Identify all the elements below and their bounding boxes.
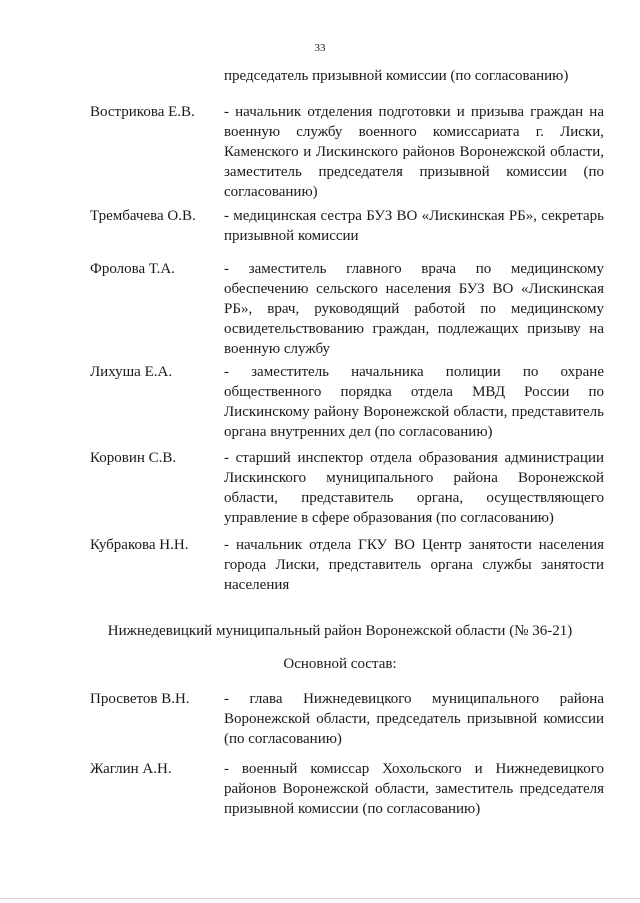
member-name: Вострикова Е.В. <box>90 104 195 120</box>
section-title: Нижнедевицкий муниципальный район Воронежской области (№ 36-21) <box>107 623 573 639</box>
member-name: Фролова Т.А. <box>90 261 175 277</box>
member-name: Просветов В.Н. <box>90 691 190 707</box>
member-role: - начальник отделения подготовки и призыва граждан на военную службу военного комиссариата г. Лиски, Каменского и Лискинского районов Воронежской области, заместитель председателя призывной комиссии (по согласованию) <box>224 104 604 200</box>
member-role: - заместитель начальника полиции по охране общественного порядка отдела МВД России по Лискинскому району Воронежской области, представитель органа внутренних дел (по согласованию) <box>224 364 604 440</box>
member-role: - военный комиссар Хохольского и Нижнедевицкого районов Воронежской области, заместитель председателя призывной комиссии (по согласованию) <box>224 761 604 817</box>
member-name: Коровин С.В. <box>90 450 177 466</box>
member-name: Лихуша Е.А. <box>90 364 173 380</box>
member-role: - медицинская сестра БУЗ ВО «Лискинская РБ», секретарь призывной комиссии <box>224 208 604 244</box>
member-name: Трембачева О.В. <box>90 208 196 224</box>
page-number: 33 <box>314 42 326 54</box>
subsection-title: Основной состав: <box>283 656 397 672</box>
page-bottom-edge <box>0 898 640 899</box>
continuation-text: председатель призывной комиссии (по согласованию) <box>224 68 569 84</box>
member-role: - глава Нижнедевицкого муниципального района Воронежской области, председатель призывной комиссии (по согласованию) <box>224 691 604 747</box>
member-role: - заместитель главного врача по медицинскому обеспечению сельского населения БУЗ ВО «Лискинская РБ», врач, руководящий работой по медицинскому освидетельствованию граждан, подлежащих призыву на военную службу <box>224 261 604 357</box>
member-name: Жаглин А.Н. <box>90 761 172 777</box>
member-name: Кубракова Н.Н. <box>90 537 189 553</box>
member-role: - старший инспектор отдела образования администрации Лискинского муниципального района Воронежской области, представитель органа, осуществляющего управление в сфере образования (по согласованию) <box>224 450 604 526</box>
member-role: - начальник отдела ГКУ ВО Центр занятости населения города Лиски, представитель органа службы занятости населения <box>224 537 604 593</box>
